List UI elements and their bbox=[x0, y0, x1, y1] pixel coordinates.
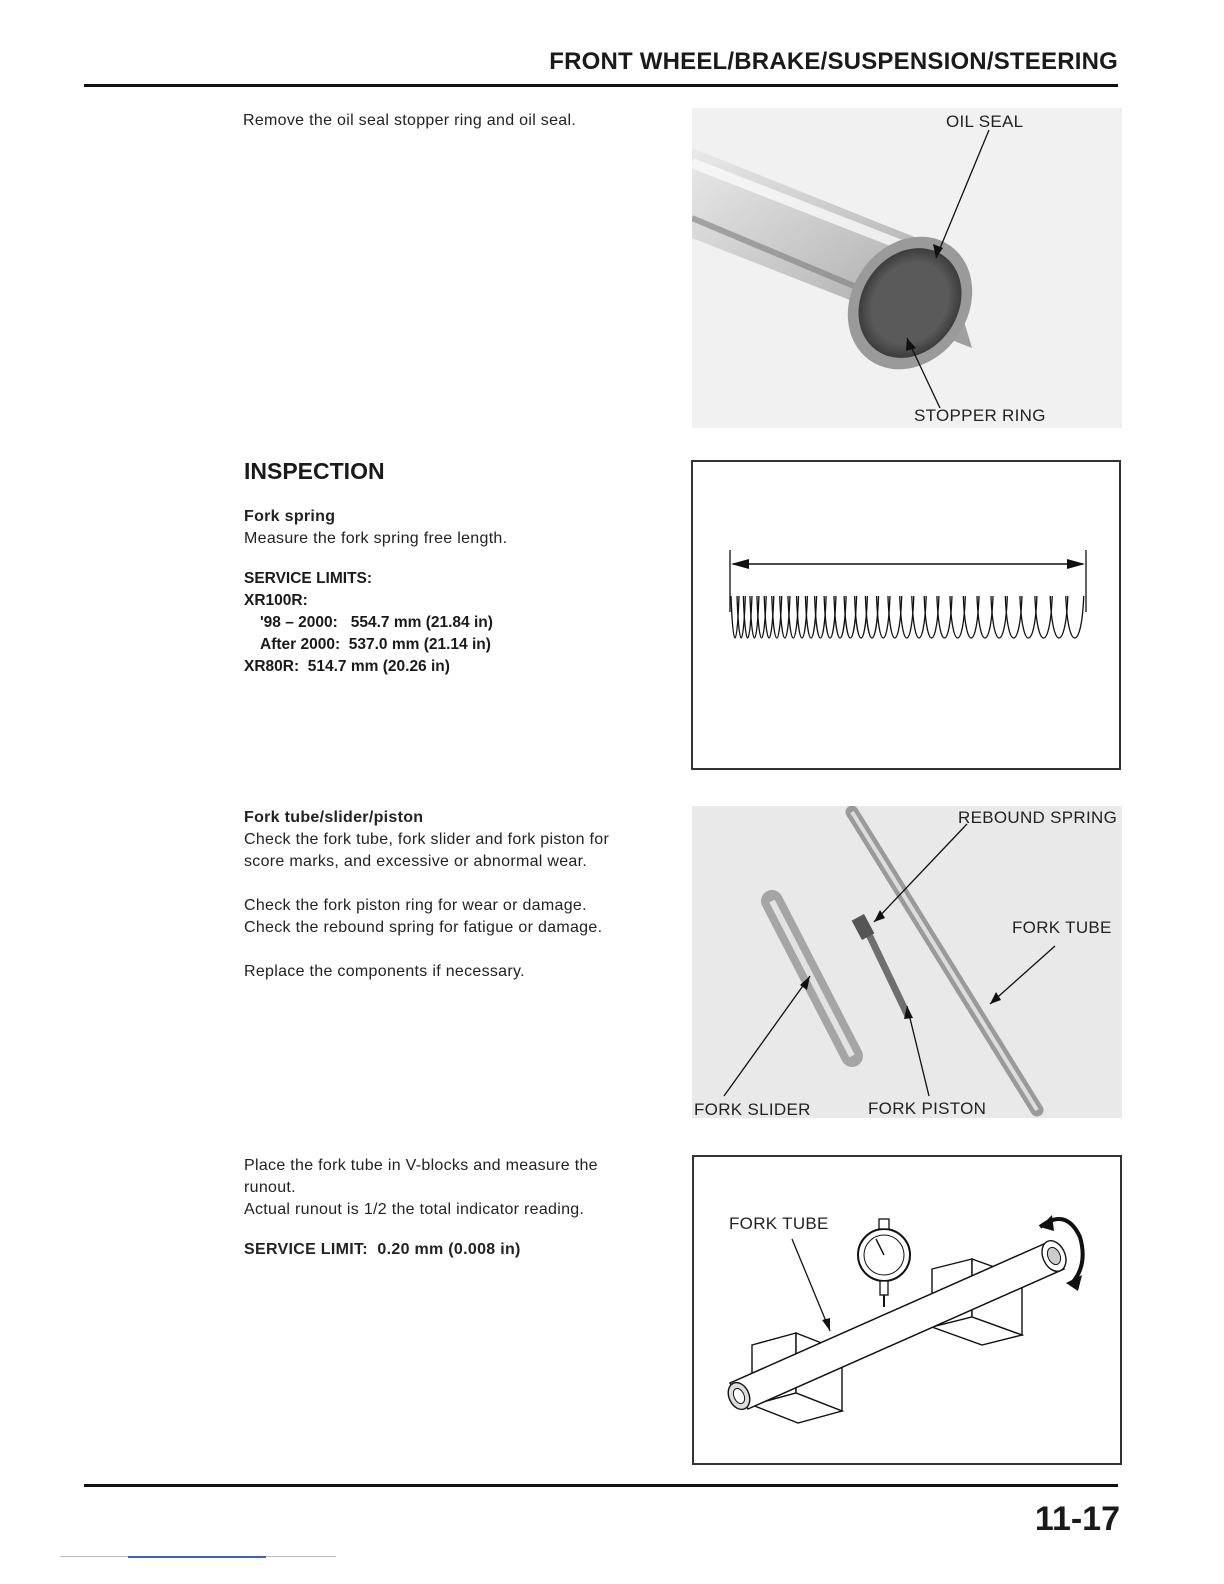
label-stopper-ring: STOPPER RING bbox=[914, 406, 1046, 425]
runout-limit-value: 0.20 mm (0.008 in) bbox=[377, 1241, 521, 1258]
fork-tube-text-3: Check the fork piston ring for wear or damage. bbox=[244, 897, 587, 914]
fork-spring-text: Measure the fork spring free length. bbox=[244, 530, 508, 547]
spring-coils bbox=[731, 596, 1084, 638]
footer-rule bbox=[84, 1484, 1118, 1487]
page-header-title: FRONT WHEEL/BRAKE/SUSPENSION/STEERING bbox=[549, 48, 1118, 75]
runout-figure bbox=[692, 1155, 1122, 1465]
runout-limit bbox=[244, 1239, 684, 1261]
spec-line-1-value: 554.7 mm (21.84 in) bbox=[350, 614, 493, 631]
label-fork-slider: FORK SLIDER bbox=[694, 1100, 811, 1119]
label-fork-piston: FORK PISTON bbox=[868, 1099, 987, 1118]
model-xr80r: XR80R: bbox=[244, 658, 300, 675]
model-xr100r: XR100R: bbox=[244, 592, 308, 609]
footer-line-left bbox=[60, 1556, 128, 1557]
fork-spring-section bbox=[244, 506, 664, 678]
runout-text-2: runout. bbox=[244, 1179, 296, 1196]
oil-seal-instruction: Remove the oil seal stopper ring and oil seal. bbox=[243, 112, 577, 129]
spring-coil bbox=[1020, 596, 1037, 638]
spring-coil bbox=[1035, 596, 1052, 638]
fork-spring-title: Fork spring bbox=[244, 508, 336, 525]
spec-line-2-value: 537.0 mm (21.14 in) bbox=[348, 636, 491, 653]
label-rebound-spring: REBOUND SPRING bbox=[958, 808, 1118, 827]
oil-seal-photo bbox=[692, 108, 1122, 428]
spring-coil bbox=[1066, 596, 1084, 638]
spec-line-2 bbox=[244, 634, 664, 656]
runout-section bbox=[244, 1155, 684, 1261]
spring-coil bbox=[977, 596, 993, 638]
fork-tube-title: Fork tube/slider/piston bbox=[244, 809, 424, 826]
runout-text-1: Place the fork tube in V-blocks and measure the bbox=[244, 1157, 598, 1174]
label-runout-fork-tube: FORK TUBE bbox=[729, 1214, 829, 1233]
spring-coil bbox=[1005, 596, 1022, 638]
fork-tube-text-2: score marks, and excessive or abnormal wear. bbox=[244, 853, 588, 870]
spec-xr80r-value: 514.7 mm (20.26 in) bbox=[307, 658, 450, 675]
runout-text-3: Actual runout is 1/2 the total indicator reading. bbox=[244, 1201, 585, 1218]
spec-line-1 bbox=[244, 612, 664, 634]
header-rule bbox=[84, 84, 1118, 87]
fork-tube-text-4: Check the rebound spring for fatigue or damage. bbox=[244, 919, 603, 936]
fork-tube-text-5: Replace the components if necessary. bbox=[244, 963, 525, 980]
spec-line-2-label: After 2000: bbox=[260, 636, 341, 653]
fork-components-photo bbox=[692, 806, 1122, 1118]
spring-coil bbox=[991, 596, 1007, 638]
inspection-heading: INSPECTION bbox=[244, 458, 385, 484]
runout-limit-label: SERVICE LIMIT: bbox=[244, 1241, 368, 1258]
service-limits-label: SERVICE LIMITS: bbox=[244, 570, 373, 587]
spec-xr80r bbox=[244, 656, 664, 678]
fork-tube-text-1: Check the fork tube, fork slider and fork piston for bbox=[244, 831, 610, 848]
footer-line-right bbox=[266, 1556, 336, 1557]
fork-tube-section bbox=[244, 807, 684, 983]
fork-spring-figure bbox=[691, 460, 1121, 770]
spring-coil bbox=[1050, 596, 1068, 638]
spec-line-1-label: '98 – 2000: bbox=[260, 614, 338, 631]
page-number: 11-17 bbox=[1034, 1500, 1120, 1538]
footer-link-bar bbox=[128, 1556, 266, 1558]
label-oil-seal: OIL SEAL bbox=[946, 112, 1024, 131]
label-fork-tube: FORK TUBE bbox=[1012, 918, 1112, 937]
